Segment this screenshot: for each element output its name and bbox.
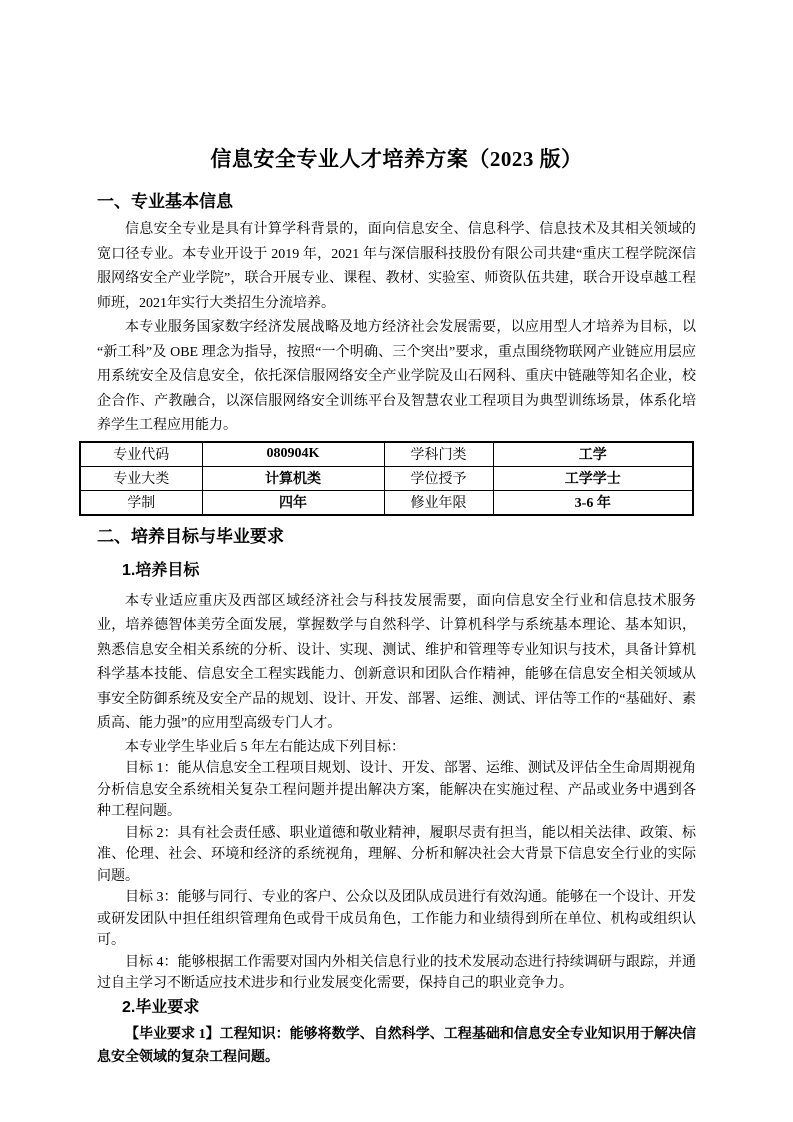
table-row: [80, 490, 693, 515]
table-cell-label: 专业代码: [80, 442, 202, 467]
subsection-heading-training-goals: 1.培养目标: [122, 561, 200, 579]
table-cell-value: 3-6 年: [493, 490, 693, 515]
subsection-heading-graduation-requirements: 2.毕业要求: [122, 998, 200, 1016]
table-cell-label: 学制: [80, 490, 202, 515]
table-cell-value: 计算机类: [202, 466, 384, 490]
paragraph-graduation-requirement-1: 【毕业要求 1】工程知识：能够将数学、自然科学、工程基础和信息安全专业知识用于解决信息安全领域的复杂工程问题。: [97, 1026, 696, 1065]
table-cell-label: 专业大类: [80, 466, 202, 490]
section-heading-goals-and-requirements: 二、培养目标与毕业要求: [97, 526, 284, 546]
table-cell-value: 工学学士: [493, 466, 693, 490]
paragraph-program-intro: 信息安全专业是具有计算学科背景的，面向信息安全、信息科学、信息技术及其相关领域的宽口径专业。本专业开设于 2019 年，2021 年与深信服科技股份有限公司共建“重庆工程学院深信服网络安全产业学院”，联合开展专业、课程、教材、实验室、师资队伍共建，联合开设卓越工程师班，2021年实行大类招生分流培养。: [97, 222, 696, 311]
section-heading-basic-info: 一、专业基本信息: [97, 192, 233, 211]
paragraph-training-goal-overview: 本专业适应重庆及西部区域经济社会与科技发展需要，面向信息安全行业和信息技术服务业，培养德智体美劳全面发展，掌握数学与自然科学、计算机科学与系统基本理论、基本知识，熟悉信息安全相关系统的分析、设计、实现、测试、维护和管理等专业知识与技术，具备计算机科学基本技能、信息安全工程实践能力、创新意识和团队合作精神，能够在信息安全相关领域从事安全防御系统及安全产品的规划、设计、开发、部署、运维、测试、评估等工作的“基础好、素质高、能力强”的应用型高级专门人才。: [97, 593, 696, 731]
table-cell-value: 四年: [202, 490, 384, 515]
paragraph-goal-4: 目标 4：能够根据工作需要对国内外相关信息行业的技术发展动态进行持续调研与跟踪，并通过自主学习不断适应技术进步和行业发展变化需要，保持自己的职业竞争力。: [97, 954, 696, 991]
paragraph-goal-2: 目标 2：具有社会责任感、职业道德和敬业精神，履职尽责有担当，能以相关法律、政策、标准、伦理、社会、环境和经济的系统视角，理解、分析和解决社会大背景下信息安全行业的实际问题。: [97, 825, 696, 884]
table-cell-value: 工学: [493, 442, 693, 467]
table-row: [80, 466, 693, 490]
table-cell-value: 080904K: [202, 442, 384, 467]
table-cell-label: 学科门类: [384, 442, 493, 467]
table-row: [80, 442, 693, 467]
table-cell-label: 修业年限: [384, 490, 493, 515]
paragraph-goals-intro: 本专业学生毕业后 5 年左右能达成下列目标：: [125, 739, 405, 755]
paragraph-goal-1: 目标 1：能从信息安全工程项目规划、设计、开发、部署、运维、测试及评估全生命周期视角分析信息安全系统相关复杂工程问题并提出解决方案，能解决在实施过程、产品或业务中遇到各种工程问题。: [97, 761, 696, 819]
paragraph-program-positioning: 本专业服务国家数字经济发展战略及地方经济社会发展需要，以应用型人才培养为目标，以“新工科”及 OBE 理念为指导，按照“一个明确、三个突出”要求，重点围绕物联网产业链应用层应用系统安全及信息安全，依托深信服网络安全产业学院及山石网科、重庆中链融等知名企业，校企合作、产教融合，以深信服网络安全训练平台及智慧农业工程项目为典型训练场景，体系化培养学生工程应用能力。: [97, 320, 696, 433]
paragraph-goal-3: 目标 3：能够与同行、专业的客户、公众以及团队成员进行有效沟通。能够在一个设计、开发或研发团队中担任组织管理角色或骨干成员角色，工作能力和业绩得到所在单位、机构或组织认可。: [97, 890, 696, 948]
table-cell-label: 学位授予: [384, 466, 493, 490]
program-info-table: [79, 441, 694, 516]
document-title: 信息安全专业人才培养方案（2023 版）: [210, 147, 583, 171]
